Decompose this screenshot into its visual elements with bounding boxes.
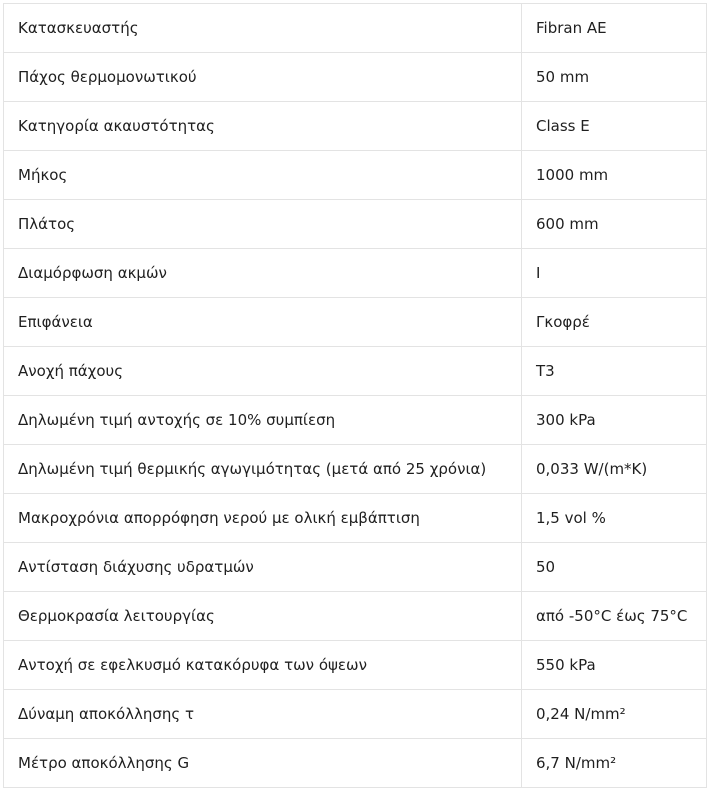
table-row	[4, 151, 707, 200]
spec-value: Fibran AE	[522, 4, 707, 53]
table-row	[4, 102, 707, 151]
table-row	[4, 739, 707, 788]
spec-label: Ανοχή πάχους	[4, 347, 522, 396]
specifications-table	[3, 3, 707, 788]
table-row	[4, 396, 707, 445]
spec-label: Κατασκευαστής	[4, 4, 522, 53]
spec-label: Μήκος	[4, 151, 522, 200]
spec-label: Αντίσταση διάχυσης υδρατμών	[4, 543, 522, 592]
spec-value: 300 kPa	[522, 396, 707, 445]
spec-label: Διαμόρφωση ακμών	[4, 249, 522, 298]
spec-label: Μέτρο αποκόλλησης G	[4, 739, 522, 788]
spec-label: Θερμοκρασία λειτουργίας	[4, 592, 522, 641]
table-row	[4, 592, 707, 641]
table-row	[4, 690, 707, 739]
spec-label: Πλάτος	[4, 200, 522, 249]
table-row	[4, 543, 707, 592]
spec-value: I	[522, 249, 707, 298]
table-row	[4, 494, 707, 543]
spec-value: 600 mm	[522, 200, 707, 249]
table-row	[4, 641, 707, 690]
spec-value: Γκοφρέ	[522, 298, 707, 347]
spec-label: Δηλωμένη τιμή θερμικής αγωγιμότητας (μετά από 25 χρόνια)	[4, 445, 522, 494]
spec-label: Δηλωμένη τιμή αντοχής σε 10% συμπίεση	[4, 396, 522, 445]
spec-value: T3	[522, 347, 707, 396]
spec-label: Δύναμη αποκόλλησης τ	[4, 690, 522, 739]
spec-value: από -50°C έως 75°C	[522, 592, 707, 641]
spec-value: 1000 mm	[522, 151, 707, 200]
spec-label: Πάχος θερμομονωτικού	[4, 53, 522, 102]
spec-value: 550 kPa	[522, 641, 707, 690]
spec-value: 50 mm	[522, 53, 707, 102]
spec-label: Αντοχή σε εφελκυσμό κατακόρυφα των όψεων	[4, 641, 522, 690]
spec-label: Επιφάνεια	[4, 298, 522, 347]
table-row	[4, 445, 707, 494]
table-row	[4, 298, 707, 347]
spec-value: 6,7 N/mm²	[522, 739, 707, 788]
table-row	[4, 53, 707, 102]
spec-value: 0,24 N/mm²	[522, 690, 707, 739]
spec-label: Μακροχρόνια απορρόφηση νερού με ολική εμβάπτιση	[4, 494, 522, 543]
spec-label: Κατηγορία ακαυστότητας	[4, 102, 522, 151]
table-row	[4, 200, 707, 249]
spec-value: 0,033 W/(m*K)	[522, 445, 707, 494]
spec-value: Class E	[522, 102, 707, 151]
spec-value: 1,5 vol %	[522, 494, 707, 543]
spec-value: 50	[522, 543, 707, 592]
table-row	[4, 347, 707, 396]
specifications-body	[4, 4, 707, 788]
table-row	[4, 4, 707, 53]
table-row	[4, 249, 707, 298]
